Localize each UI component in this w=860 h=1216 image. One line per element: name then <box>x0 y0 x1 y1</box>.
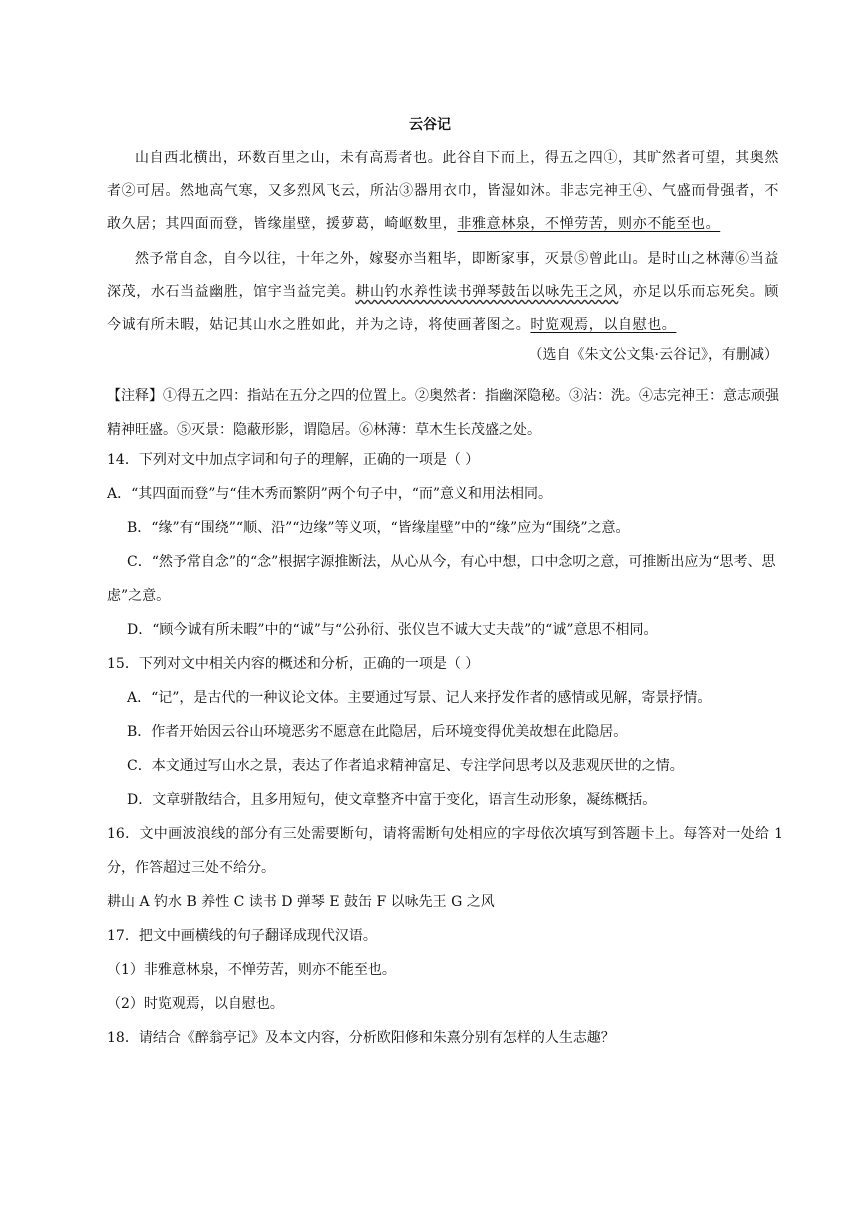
passage-p2-text-a: 然予常自念，自今以往，十年之外，嫁娶亦当粗毕，即断家事，灭景⑤曾此山。是时山之林薄⑥当益深茂，水石当益幽胜，馆宇当益完美。 <box>107 251 779 300</box>
passage-title: 云谷记 <box>409 117 451 133</box>
question-18-stem: 18．请结合《醉翁亭记》及本文内容，分析欧阳修和朱熹分别有怎样的人生志趣？ <box>107 1030 615 1046</box>
question-16-segment-line: 耕山 A 钓水 B 养性 C 读书 D 弹琴 E 鼓缶 F 以咏先王 G 之风 <box>107 894 495 910</box>
question-15-option-b: B．作者开始因云谷山环境恶劣不愿意在此隐居，后环境变得优美故想在此隐居。 <box>127 724 628 740</box>
question-15-stem: 15．下列对文中相关内容的概述和分析，正确的一项是（ ） <box>107 656 480 672</box>
annotation-notes: 【注释】①得五之四：指站在五分之四的位置上。②奥然者：指幽深隐秘。③沾：洗。④志完神王：意志顽强精神旺盛。⑤灭景：隐蔽形影，谓隐居。⑥林薄：草木生长茂盛之处。 <box>107 388 779 438</box>
question-17-sentence-1: （1）非雅意林泉，不惮劳苦，则亦不能至也。 <box>107 962 396 978</box>
question-14-option-c: C．“然予常自念”的“念”根据字源推断法，从心从今，有心中想，口中念叨之意，可推断出应为“思考、思虑”之意。 <box>107 554 776 604</box>
passage-p2-underlined-sentence: 时览观焉，以自慰也。 <box>530 317 677 333</box>
question-15-option-d: D．文章骈散结合，且多用短句，使文章整齐中富于变化，语言生动形象，凝练概括。 <box>127 792 657 808</box>
question-14-stem: 14．下列对文中加点字词和句子的理解，正确的一项是（ ） <box>107 452 480 468</box>
source-citation: （选自《朱文公文集·云谷记》，有删减） <box>528 347 778 363</box>
passage-p1-text: 山自西北横出，环数百里之山，未有高焉者也。此谷自下而上，得五之四①，其旷然者可望，其奥然者②可居。然地高气寒，又多烈风飞云，所沾③器用衣巾，皆湿如沐。非志完神王④、气盛而骨强者，不敢久居；其四面而登，皆缘崖壁，援萝葛，崎岖数里， <box>107 150 779 232</box>
question-16-stem: 16．文中画波浪线的部分有三处需要断句，请将需断句处相应的字母依次填写到答题卡上。每答对一处给 1 分，作答超过三处不给分。 <box>107 826 783 876</box>
question-14-option-b: B．“缘”有“围绕”“顺、沿”“边缘”等义项，“皆缘崖壁”中的“缘”应为“围绕”之意。 <box>127 520 630 536</box>
question-17-sentence-2: （2）时览观焉，以自慰也。 <box>107 996 284 1012</box>
question-15-option-c: C．本文通过写山水之景，表达了作者追求精神富足、专注学问思考以及悲观厌世的之情。 <box>127 758 684 774</box>
question-14-option-d: D．“顾今诚有所未暇”中的“诚”与“公孙衍、张仪岂不诚大丈夫哉”的“诚”意思不相同。 <box>127 622 658 638</box>
question-15-option-a: A．“记”，是古代的一种议论文体。主要通过写景、记人来抒发作者的感情或见解，寄景抒情。 <box>127 690 712 706</box>
passage-p2-text-b: ，亦足以乐而忘死矣。顾今诚有所未暇，姑记其山水之胜如此，并为之诗，将使画著图之。 <box>107 284 779 333</box>
passage-paragraph-2 <box>107 243 779 342</box>
question-17-stem: 17．把文中画横线的句子翻译成现代汉语。 <box>107 928 377 944</box>
passage-p1-underlined-sentence: 非雅意林泉，不惮劳苦，则亦不能至也。 <box>457 216 721 232</box>
passage-paragraph-1 <box>107 142 779 241</box>
passage-p2-wavy-segment: 耕山钓水养性读书弹琴鼓缶以咏先王之风 <box>355 284 619 300</box>
question-14-option-a: A．“其四面而登”与“佳木秀而繁阴”两个句子中，“而”意义和用法相同。 <box>107 486 553 502</box>
